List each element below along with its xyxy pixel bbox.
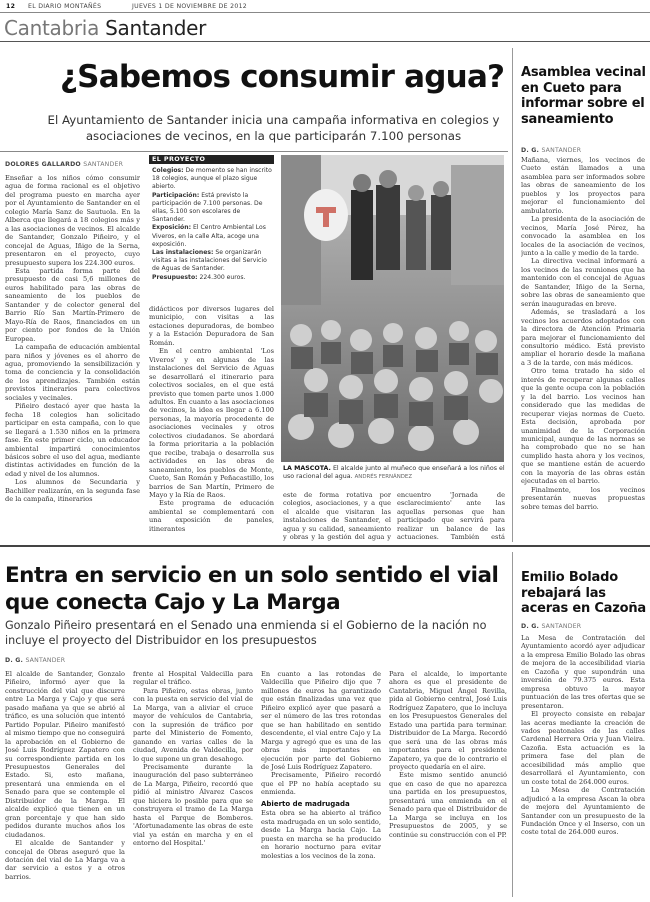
side2-headline: Emilio Bolado rebajará las aceras en Cazoña [521, 570, 646, 616]
sidebar-divider-bottom [512, 552, 513, 897]
story1-col1-para: Enseñar a los niños cómo consumir agua de forma racional es el objetivo del programa puesto en marcha ayer por el Ayuntamiento de Santander en el colegio María Sanz de Sautuola. En la Alberca que llegará a 18 colegios más y a las asociaciones de vecinos. El alcalde de Santander, Gonzalo Piñeiro, y el concejal de Aguas, Iñigo de la Serna, presentaron en el proyecto, cuyo presupuesto supera los 224.300 euros. [5, 174, 140, 267]
story1-col4-para: encuentro 'Jornada de esclarecimiento' ante las aquellas personas que han participado que servirá para realizar un balance de las actuaciones. También está [397, 491, 505, 541]
side1-headline: Asamblea vecinal en Cueto para informar sobre el saneamiento [521, 65, 646, 127]
byline-author: D. G. [521, 623, 540, 630]
story1-col1-para: La campaña de educación ambiental para niños y jóvenes es el ahorro de agua, promoviendo la sensibilización y toma de conciencia y la consolidación de los aprendizajes. También están previstos itinerarios para colectivos sociales y vecinales. [5, 343, 140, 402]
stories-divider [0, 545, 650, 547]
classroom-photo [281, 155, 504, 462]
side2-byline [521, 623, 646, 630]
story1-col1-para: Los alumnos de Secundaria y Bachiller realizarán, en la segunda fase de la campaña, itinerarios [5, 478, 140, 504]
side1-para: Mañana, viernes, los vecinos de Cueto están llamados a una asamblea para ser informados sobre las obras de saneamiento de los pueblos y los proyectos para mejorar el funcionamiento del ambulatorio. [521, 156, 645, 215]
byline-place: SANTANDER [541, 147, 582, 154]
side1-para: La directiva vecinal informará a los vecinos de las reuniones que ha mantenido con el concejal de Aguas de Santander, Iñigo de la Serna, sobre las obras de saneamiento que serán inauguradas en breve. [521, 257, 645, 308]
factbox-item: Las instalaciones: Se organizarán visitas a las instalaciones del Servicio de Aguas de Santander. [152, 249, 267, 273]
side1-body [521, 156, 645, 540]
story2-column-3 [261, 670, 381, 896]
story1-column-3 [283, 491, 391, 541]
byline-place: SANTANDER [25, 657, 66, 664]
caption-text: El alcalde junto al muñeco que enseñará a los niños el uso racional del agua. [283, 465, 505, 481]
story1-col1-para: Esta partida forma parte del presupuesto de casi 5,6 millones de euros habilitado para las obras de saneamiento de los pueblos de Santander y de colector general del Barrio Río San Martín-Primero de Mayo-Ría de Raos, financiados en un por ciento por fondos de la Unión Europea. [5, 266, 140, 343]
side1-para: Además, se trasladará a los vecinos los acuerdos adoptados con la directora de Atención Primaria para mejorar el funcionamiento del consultorio médico. Está previsto ampliar el horario desde la mañana a 3 de la tarde, con más médicos. [521, 308, 645, 367]
folio-rule [0, 12, 650, 13]
story1-deck: El Ayuntamiento de Santander inicia una campaña informativa en colegios y asociaciones de vecinos, en la que participarán 7.100 personas [47, 113, 500, 143]
project-factbox [149, 155, 274, 300]
story2-col2-para: Para Piñeiro, estas obras, junto con la puesta en servicio del vial de La Marga, van a aliviar el cruce mayor de vehículos de Cantabria, con la supresión de tráfico por parte del Ministerio de Fomento, ganando en varias calles de la ciudad, Avenida de Valdecilla, por lo que supone un gran desahogo. [133, 686, 253, 763]
story1-col2-para: didácticos por diversos lugares del municipio, con visitas a las estaciones depuradoras, de bombeo y a la Estación Depuradora de San Román. [149, 305, 274, 347]
byline-author: DOLORES GALLARDO [5, 161, 81, 168]
story2-col1-para: El alcalde de Santander y concejal de Obras aseguró que la dotación del vial de La Marga va a dar servicio a estos y a otros barrios. [5, 839, 125, 881]
side1-para: Otro tema tratado ha sido el interés de recuperar algunas calles que la gente ocupa con la población y la del barrio. Los vecinos han considerado que las medidas de recuperar viejas normas de Cueto. Esta decisión, aprobada por unanimidad de la Corporación municipal, aunque de las normas se ha comprobado que no se han cumplido hasta ahora y los vecinos, que se mantiene están de acuerdo con la mayoría de las obras están ejecutadas en el barrio. [521, 367, 645, 486]
story2-deck: Gonzalo Piñeiro presentará en el Senado una enmienda si el Gobierno de la nación no incluye el proyecto del Distribuidor en los presupuestos [5, 619, 487, 648]
story1-col3-para: este de forma rotativa por colegios, asociaciones, y a que el alcalde que visitaran las instalaciones de Santander, el agua y su calidad, saneamiento y obras y la gestión del agua y [283, 491, 391, 541]
page-number: 12 [6, 3, 16, 10]
story1-column-2 [149, 305, 274, 541]
side1-para: La presidenta de la asociación de vecinos, María José Pérez, ha convocado la asamblea en los locales de la asociación de vecinos, junto a la calle y medio de la tarde. [521, 215, 645, 257]
factbox-item: Participación: Está previsto la participación de 7.100 personas. De ellas, 5.100 son escolares de Santander. [152, 191, 263, 224]
photo-credit: ANDRÉS FERNÁNDEZ [354, 474, 413, 481]
story2-col4-para: Este mismo sentido anunció que en caso de que no aparezca una partida en los presupuestos, presentará una enmienda en el Senado para que el Distribuidor de La Marga se incluya en los Presupuestos de 2005, y se continúe su construcción con el PP. [389, 771, 507, 839]
story1-column-4 [397, 491, 505, 541]
story2-byline [5, 657, 145, 664]
story2-col2-para: frente al Hospital Valdecilla para regular el tráfico. [133, 670, 253, 687]
story1-headline: ¿Sabemos consumir agua? [60, 59, 505, 95]
byline-place: SANTANDER [541, 623, 582, 630]
byline-author: D. G. [521, 147, 540, 154]
story2-col1-para: El alcalde de Santander, Gonzalo Piñeiro, informó ayer que la construcción del vial que discurre entre La Marga y Cajo y que será pasado mañana ya que se abrió al tráfico, es una solución que intentó Partido Popular. Piñeiro manifestó al mismo tiempo que no conseguirá la aprobación en el Gobierno de José Luis Rodríguez Zapatero con su correspondiente partida en los Presupuestos Generales del Estado. Si, esto mañana, presentará una enmienda en el Senado para que se contemple el Distribuidor de la Marga. El alcalde explicó que tienen en un gran porcentaje y que han sido pedidos durante muchos años los ciudadanos. [5, 670, 125, 839]
paper-name: EL DIARIO MONTAÑÉS [28, 3, 102, 10]
story2-col2-para: Precisamente durante la inauguración del paso subterráneo de La Marga, Piñeiro, recordó que pidió al ministro Álvarez Cascos que hiciera lo posible para que se construyera el tramo de La Marga hasta el Parque de Bomberos. 'Afortunadamente las obras de este vial ya están en marcha y en el entorno del Hospital.' [133, 762, 253, 848]
story2-subhead: Abierto de madrugada [261, 799, 350, 808]
sidebar-divider-top [512, 48, 513, 542]
factbox-item: Exposición: El Centro Ambiental Los Viveros, en la calle Alta, acoge una exposición. [152, 224, 266, 248]
issue-date: JUEVES 1 DE NOVIEMBRE DE 2012 [132, 3, 248, 10]
side1-para: Finalmente, los vecinos presentarán nuevas propuestas sobre temas del barrio. [521, 485, 645, 511]
story2-col3-para: Precisamente, Piñeiro recordó que el PP no había aceptado su enmienda. [261, 771, 381, 797]
story1-col2-para: En el centro ambiental 'Los Viveros' y en algunas de las instalaciones del Servicio de Aguas se desarrollará el itinerario para colectivos sociales, en el que está previsto que tomen parte unos 1.000 adultos. En cuanto a las asociaciones de vecinos, la idea es llegar a 6.100 personas, la mayoría procedente de asociaciones vecinales y otros colectivos ciudadanos. Se abordará la forma prioritaria a la población que recibe, trabaja o desarrolla sus actividades en las obras de saneamiento, los pueblos de Monte, Cueto, San Román y Peñacastillo, los barrios de San Martín, Primero de Mayo y la Ría de Raos. [149, 347, 274, 499]
photo-caption [283, 465, 505, 481]
story2-column-4 [389, 670, 507, 896]
section-city: Santander [105, 16, 207, 40]
side2-para: La Mesa de Contratación adjudicó a la empresa Ascan la obra de mejora del Ayuntamiento de Santander con un presupuesto de la Fundación Once y el Inserso, con un coste total de 264.000 euros. [521, 786, 645, 837]
factbox-item: Colegios: De momento se han inscrito 18 colegios, aunque el plazo sigue abierto. [152, 167, 272, 191]
story1-byline [5, 161, 145, 168]
story1-col2-para: Este programa de educación ambiental se complementará con una exposición de paneles, itinerantes [149, 499, 274, 533]
side2-body [521, 634, 645, 896]
section-rule [0, 41, 650, 42]
factbox-items [149, 167, 274, 282]
story2-column-2 [133, 670, 253, 896]
story1-col1-para: Piñeiro destacó ayer que hasta la fecha 18 colegios han solicitado participar en esta campaña, con lo que se llegará a 1.530 niños en la primera fase. En este primer ciclo, un educador ambiental impartirá conocimientos básicos sobre el uso del agua, mediante distintas actividades en función de la edad y nivel de los alumnos. [5, 402, 140, 478]
side1-byline [521, 147, 646, 154]
byline-place: SANTANDER [83, 161, 124, 168]
byline-author: D. G. [5, 657, 24, 664]
story2-col4-para: Para el alcalde, lo importante ahora es que el presidente de Cantabria, Miguel Ángel Revilla, pida al Gobierno central, José Luis Rodríguez Zapatero, que lo incluya en los Presupuestos Generales del Estado una partida para terminar. Distribuidor de La Marga. Recordó que será una de las obras más importantes para el presidente Zapatero, ya que de lo contrario el proyecto quedaría en el aire. [389, 670, 507, 771]
story2-headline: Entra en servicio en un solo sentido el vial que conecta Cajo y La Marga [5, 563, 499, 615]
story2-col3-para: Esta obra se ha abierto al tráfico esta madrugada en un solo sentido, desde La Marga hacia Cajo. La puesta en marcha se ha producido en horario nocturno para evitar molestias a los vecinos de la zona. [261, 809, 381, 860]
factbox-label: EL PROYECTO [149, 155, 274, 164]
story1-column-1 [5, 174, 140, 540]
story2-col3-para: En cuanto a las rotondas de Valdecilla que Piñeiro dijo que 7 millones de euros ha garantizado que están finalizadas una vez que Piñeiro explicó ayer que pasará a ser el número de las tres rotondas que se han habilitado en sentido descendente, el vial entre Cajo y La Marga y agregó que es una de las obras más importantes en ejecución por parte del Gobierno de José Luis Rodríguez Zapatero. [261, 670, 381, 771]
section-region: Cantabria [4, 16, 100, 40]
story1-photo [281, 155, 504, 462]
story2-column-1 [5, 670, 125, 896]
side2-para: El proyecto consiste en rebajar las aceras mediante la creación de vados peatonales de las calles Cardenal Herrera Oria y Juan Vieira. Cazoña. Esta actuación es la primera fase del plan de accesibilidad más amplio que desarrollará el Ayuntamiento, con un coste total de 264.000 euros. [521, 710, 645, 786]
factbox-item: Presupuesto: 224.300 euros. [152, 273, 246, 281]
side2-para: La Mesa de Contratación del Ayuntamiento acordó ayer adjudicar a la empresa Emilio Bolado las obras de mejora de la accesibilidad viaria en Cazoña y que supondrán una inversión de 79.375 euros. Esta empresa obtuvo la mayor puntuación de las tres ofertas que se presentaron. [521, 634, 645, 710]
story1-deck-rule [0, 151, 508, 152]
section-heading [4, 15, 206, 41]
caption-lead: LA MASCOTA. [283, 465, 331, 472]
